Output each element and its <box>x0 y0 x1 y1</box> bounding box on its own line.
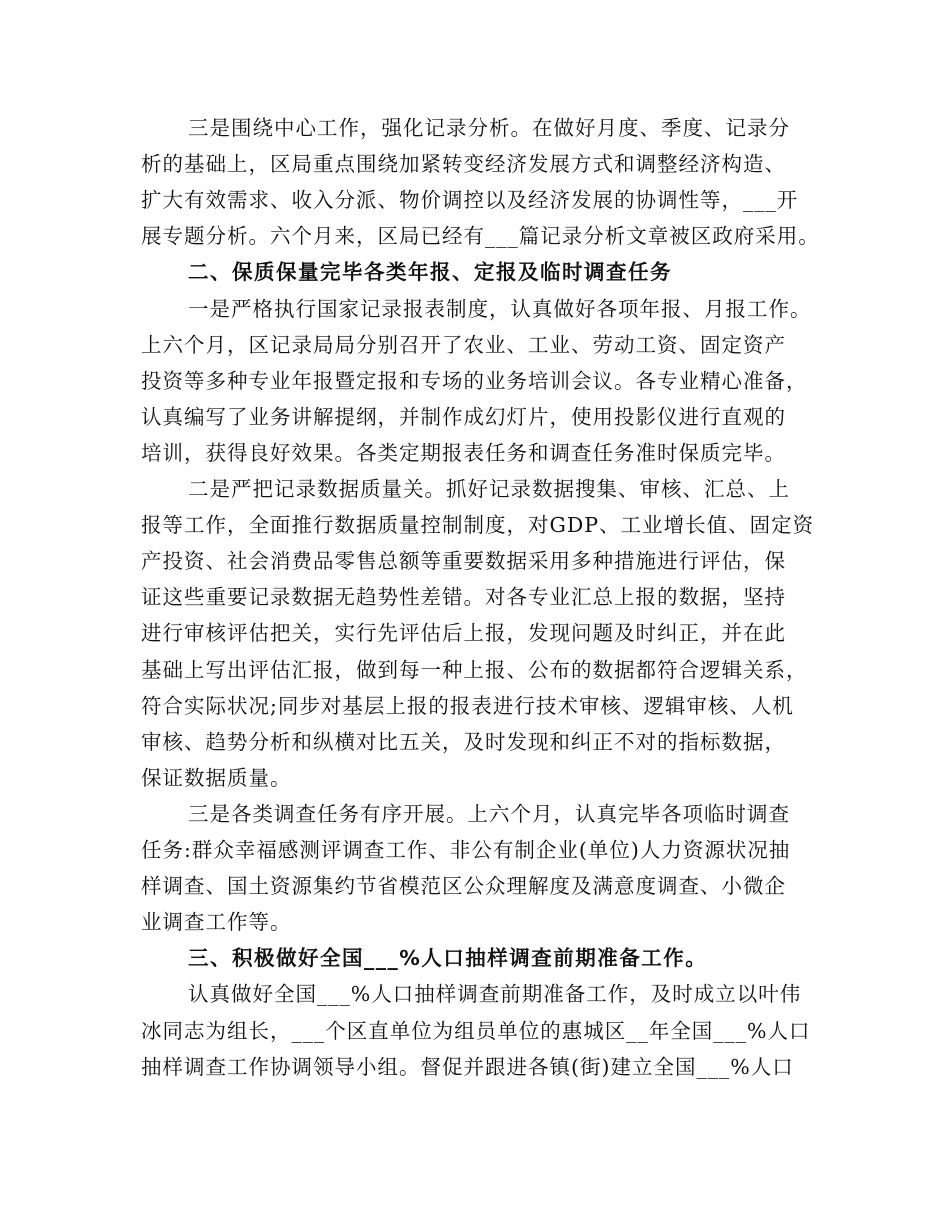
paragraph-line: 三是围绕中心工作，强化记录分析。在做好月度、季度、记录分 <box>188 116 790 140</box>
section-heading: 三、积极做好全国___%人口抽样调查前期准备工作。 <box>188 946 708 971</box>
paragraph-line: 上六个月，区记录局局分别召开了农业、工业、劳动工资、固定资产 <box>141 332 786 357</box>
paragraph-line: 二是严把记录数据质量关。抓好记录数据搜集、审核、汇总、上 <box>188 477 790 501</box>
paragraph-line: 任务:群众幸福感测评调查工作、非公有制企业(单位)人力资源状况抽 <box>141 838 791 862</box>
paragraph-line: 业调查工作等。 <box>141 910 292 935</box>
paragraph-line: 审核、趋势分析和纵横对比五关，及时发现和纠正不对的指标数据， <box>141 729 786 754</box>
paragraph-line: 证这些重要记录数据无趋势性差错。对各专业汇总上报的数据，坚持 <box>141 585 786 610</box>
paragraph-line: 保证数据质量。 <box>141 765 292 790</box>
paragraph-line: 展专题分析。六个月来，区局已经有___篇记录分析文章被区政府采用。 <box>141 224 820 249</box>
paragraph-line: 样调查、国土资源集约节省模范区公众理解度及满意度调查、小微企 <box>141 874 786 899</box>
paragraph-line: 培训，获得良好效果。各类定期报表任务和调查任务准时保质完毕。 <box>141 440 786 465</box>
paragraph-line: 认真编写了业务讲解提纲，并制作成幻灯片，使用投影仪进行直观的 <box>141 404 786 429</box>
paragraph-line: 投资等多种专业年报暨定报和专场的业务培训会议。各专业精心准备， <box>141 368 808 393</box>
paragraph-line: 符合实际状况;同步对基层上报的报表进行技术审核、逻辑审核、人机 <box>141 693 794 718</box>
paragraph-line: 进行审核评估把关，实行先评估后上报，发现问题及时纠正，并在此 <box>141 621 786 646</box>
paragraph-line: 认真做好全国___%人口抽样调查前期准备工作，及时成立以叶伟 <box>188 982 802 1007</box>
paragraph-line: 一是严格执行国家记录报表制度，认真做好各项年报、月报工作。 <box>188 296 812 321</box>
section-heading: 二、保质保量完毕各类年报、定报及临时调查任务 <box>188 260 672 285</box>
paragraph-line: 析的基础上，区局重点围绕加紧转变经济发展方式和调整经济构造、 <box>141 152 786 177</box>
paragraph-line: 报等工作，全面推行数据质量控制制度，对GDP、工业增长值、固定资 <box>141 513 815 538</box>
paragraph-line: 三是各类调查任务有序开展。上六个月，认真完毕各项临时调查 <box>188 801 790 826</box>
paragraph-line: 扩大有效需求、收入分派、物价调控以及经济发展的协调性等，___开 <box>141 188 799 213</box>
paragraph-line: 冰同志为组长，___个区直单位为组员单位的惠城区__年全国___%人口 <box>141 1018 811 1043</box>
paragraph-line: 抽样调查工作协调领导小组。督促并跟进各镇(街)建立全国___%人口 <box>141 1054 794 1079</box>
paragraph-line: 基础上写出评估汇报，做到每一种上报、公布的数据都符合逻辑关系， <box>141 657 808 682</box>
paragraph-line: 产投资、社会消费品零售总额等重要数据采用多种措施进行评估，保 <box>141 549 786 574</box>
